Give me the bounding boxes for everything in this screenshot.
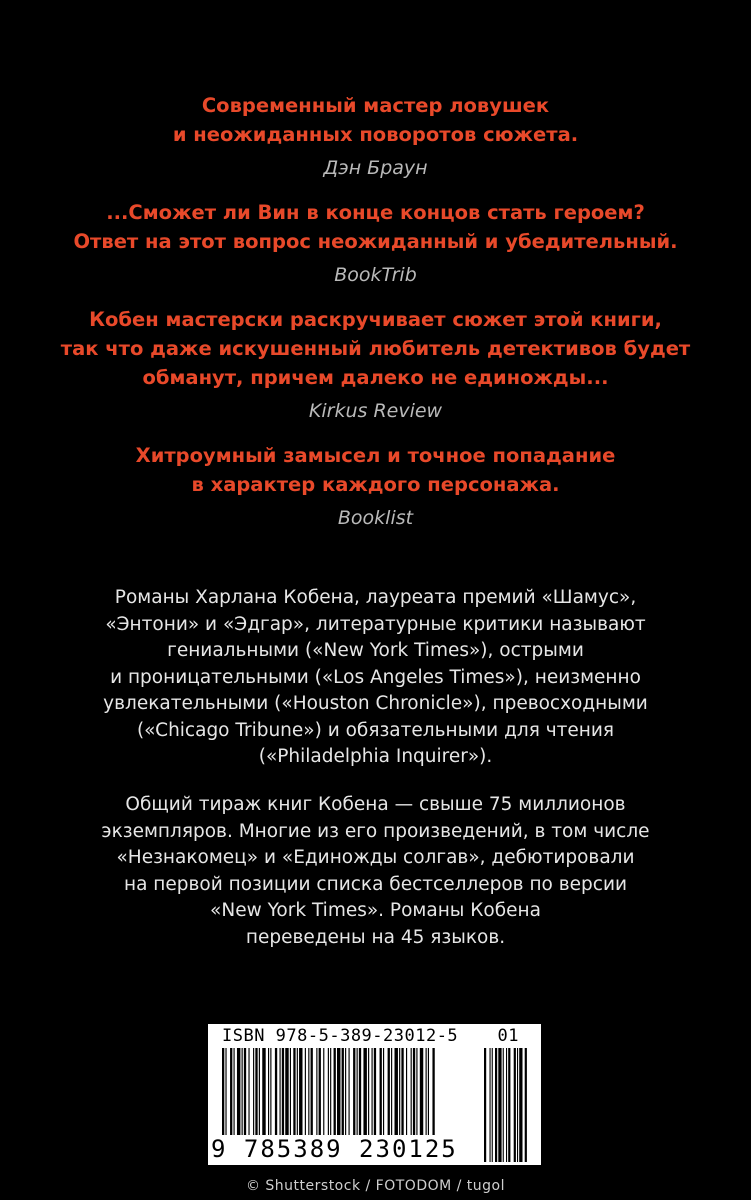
- review-quote: [0, 91, 751, 149]
- description-line: «Энтони» и «Эдгар», литературные критики называют: [105, 613, 646, 635]
- description-line: («Philadelphia Inquirer»).: [258, 746, 493, 767]
- review-author: Kirkus Review: [308, 400, 443, 422]
- description-line: Романы Харлана Кобена, лауреата премий «Шамус»,: [114, 587, 637, 608]
- review-author: Дэн Браун: [323, 157, 428, 179]
- description-line: увлекательными («Houston Chronicle»), превосходными: [103, 693, 648, 714]
- ean-number-text: 9 785389 230125: [211, 1135, 458, 1163]
- review-booklist: [0, 441, 751, 531]
- description-line: и проницательными («Los Angeles Times»), неизменно: [110, 666, 641, 688]
- review-author: Booklist: [337, 507, 414, 529]
- photo-credit: © Shutterstock / FOTODOM / tugol: [245, 1178, 506, 1194]
- ean-number: [210, 1135, 540, 1163]
- review-quote: [0, 305, 751, 392]
- isbn-barcode: [208, 1024, 541, 1165]
- review-kirkus: [0, 305, 751, 424]
- quote-line: так что даже искушенный любитель детективов будет: [60, 337, 691, 360]
- review-quote: [0, 198, 751, 256]
- quote-line: в характер каждого персонажа.: [191, 473, 560, 496]
- review-author: BookTrib: [334, 264, 417, 286]
- quote-line: обманут, причем далеко не единожды...: [142, 366, 609, 389]
- quote-line: Кобен мастерски раскручивает сюжет этой книги,: [89, 308, 662, 331]
- reviews-section: [0, 91, 751, 531]
- description-line: («Chicago Tribune») и обязательными для чтения: [136, 719, 615, 741]
- description-line: переведены на 45 языков.: [245, 926, 506, 948]
- description-line: на первой позиции списка бестселлеров по версии: [123, 873, 627, 895]
- description-line: экземпляров. Многие из его произведений, в том числе: [101, 820, 650, 842]
- quote-line: и неожиданных поворотов сюжета.: [172, 123, 579, 146]
- review-dan-brown: [0, 91, 751, 181]
- description-line: Общий тираж книг Кобена — свыше 75 миллионов: [125, 794, 626, 815]
- quote-line: ...Сможет ли Вин в конце концов стать героем?: [106, 201, 645, 224]
- quote-line: Современный мастер ловушек: [201, 94, 550, 117]
- author-description: [0, 585, 751, 771]
- quote-line: Ответ на этот вопрос неожиданный и убедительный.: [73, 230, 678, 253]
- isbn-label-row: [222, 1026, 533, 1046]
- review-quote: [0, 441, 751, 499]
- isbn-label: ISBN 978-5-389-23012-5: [222, 1026, 459, 1046]
- review-booktrib: [0, 198, 751, 288]
- description-line: «New York Times». Романы Кобена: [210, 900, 541, 921]
- description-line: гениальными («New York Times»), острыми: [167, 640, 584, 661]
- isbn-addon: 01: [497, 1026, 519, 1046]
- quote-line: Хитроумный замысел и точное попадание: [135, 444, 616, 467]
- description-line: «Незнакомец» и «Единожды солгав», дебютировали: [116, 847, 635, 868]
- sales-description: [0, 792, 751, 951]
